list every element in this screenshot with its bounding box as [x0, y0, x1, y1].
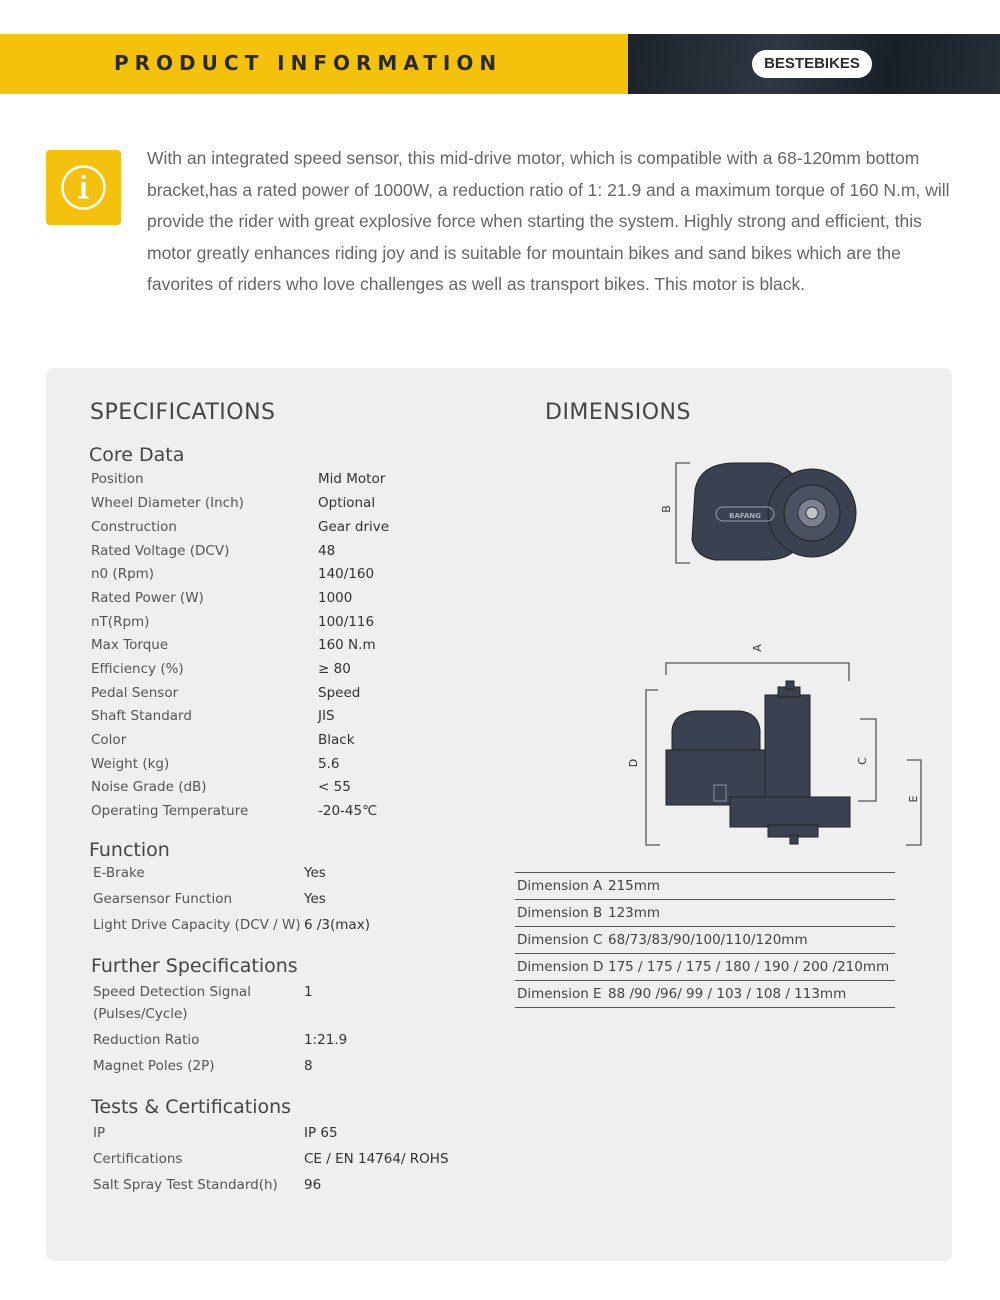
- spec-label: Construction: [91, 519, 177, 535]
- spec-value: Yes: [304, 865, 326, 881]
- motor-dimension-diagram: [600, 445, 940, 855]
- brand-logo: BESTEBIKES: [752, 50, 872, 78]
- dim-d-bracket: [646, 690, 660, 845]
- spec-value: Gear drive: [318, 519, 390, 535]
- spec-label: Rated Power (W): [91, 590, 204, 606]
- spec-label: E-Brake: [93, 865, 145, 881]
- spec-value: ≥ 80: [318, 661, 351, 677]
- dim-c-marker: C: [856, 757, 869, 765]
- dimension-value: 88 /90 /96/ 99 / 103 / 108 / 113mm: [608, 986, 847, 1002]
- further-specs-title: Further Specifications: [91, 955, 298, 977]
- spec-label: Wheel Diameter (Inch): [91, 495, 244, 511]
- spec-value: 140/160: [318, 566, 375, 582]
- spec-value: Yes: [304, 891, 326, 907]
- dimension-row: [515, 953, 895, 980]
- dimension-label: Dimension E: [517, 986, 602, 1002]
- spec-label: n0 (Rpm): [91, 566, 155, 582]
- spec-label: Reduction Ratio: [93, 1032, 200, 1048]
- spec-label: Certifications: [93, 1151, 183, 1167]
- spec-label: Shaft Standard: [91, 708, 192, 724]
- dim-a-marker: A: [751, 644, 764, 652]
- spec-value: 48: [318, 543, 336, 559]
- dimension-row: [515, 872, 895, 899]
- spec-label: IP: [93, 1125, 106, 1141]
- spec-value: 96: [304, 1177, 322, 1193]
- dimension-row: [515, 899, 895, 926]
- spec-value: 5.6: [318, 756, 340, 772]
- spec-label: Gearsensor Function: [93, 891, 233, 907]
- dim-a-bracket: [666, 663, 849, 681]
- spec-value: Optional: [318, 495, 376, 511]
- specifications-heading: SPECIFICATIONS: [90, 400, 276, 425]
- motor-logo-text: BAFANG: [729, 512, 761, 520]
- dimensions-table: [515, 872, 895, 1008]
- spec-label: Position: [91, 471, 144, 487]
- info-icon: [46, 150, 121, 225]
- spec-value: 8: [304, 1058, 313, 1074]
- spec-value: 1000: [318, 590, 353, 606]
- spec-value: < 55: [318, 779, 351, 795]
- dimension-value: 68/73/83/90/100/110/120mm: [608, 932, 808, 948]
- spec-label: Max Torque: [91, 637, 169, 653]
- function-title: Function: [89, 839, 170, 861]
- dimension-label: Dimension D: [517, 959, 604, 975]
- spec-value: Mid Motor: [318, 471, 386, 487]
- dim-e-marker: E: [907, 795, 920, 803]
- product-description: With an integrated speed sensor, this mid-drive motor, which is compatible with a 68-120mm bottom bracket,has a rated power of 1000W, a reduction ratio of 1: 21.9 and a maximum torque of 160 N.m, will provide the rider with great explosive force when starting the system. Highly strong and efficient, this motor greatly enhances riding joy and is suitable for mountain bikes and sand bikes which are the favorites of riders who love challenges as well as transport bikes. This motor is black.: [147, 148, 950, 294]
- motor-front-view: [666, 681, 850, 844]
- spec-value: Speed: [318, 685, 361, 701]
- spec-label: Pedal Sensor: [91, 685, 179, 701]
- spec-value: 160 N.m: [318, 637, 376, 653]
- dimension-label: Dimension C: [517, 932, 603, 948]
- spec-label: Rated Voltage (DCV): [91, 543, 230, 559]
- dimension-value: 123mm: [608, 905, 661, 921]
- spec-value: CE / EN 14764/ ROHS: [304, 1151, 449, 1167]
- spec-label: Speed Detection Signal: [93, 984, 251, 1000]
- motor-side-view: [676, 463, 856, 563]
- spec-label: Color: [91, 732, 127, 748]
- dimension-label: Dimension A: [517, 878, 603, 894]
- spec-value: JIS: [318, 708, 335, 724]
- dimension-row: [515, 926, 895, 953]
- dimensions-heading: DIMENSIONS: [545, 400, 691, 425]
- spec-label: Efficiency (%): [91, 661, 184, 677]
- banner-title: PRODUCT INFORMATION: [114, 51, 503, 75]
- tests-title: Tests & Certifications: [91, 1096, 292, 1118]
- spec-value: 6 /3(max): [304, 917, 370, 933]
- spec-label: Magnet Poles (2P): [93, 1058, 215, 1074]
- spec-value: 1:21.9: [304, 1032, 348, 1048]
- dimension-value: 175 / 175 / 175 / 180 / 190 / 200 /210mm: [608, 959, 890, 975]
- spec-value: IP 65: [304, 1125, 338, 1141]
- spec-label: Salt Spray Test Standard(h): [93, 1177, 278, 1193]
- header-banner: [0, 34, 1000, 94]
- spec-label: Weight (kg): [91, 756, 170, 772]
- spec-label: nT(Rpm): [91, 614, 150, 630]
- spec-label: Noise Grade (dB): [91, 779, 207, 795]
- dimension-label: Dimension B: [517, 905, 603, 921]
- dim-b-marker: B: [660, 505, 673, 513]
- spec-value: 100/116: [318, 614, 375, 630]
- spec-label: Operating Temperature: [91, 803, 249, 819]
- dimension-row: [515, 980, 895, 1008]
- core-data-title: Core Data: [89, 444, 185, 466]
- spec-label: Light Drive Capacity (DCV / W): [93, 917, 301, 933]
- spec-value: -20-45℃: [318, 803, 378, 819]
- dim-d-marker: D: [627, 758, 640, 768]
- dimension-value: 215mm: [608, 878, 661, 894]
- spec-value: 1: [304, 984, 313, 1000]
- spec-label-continued: (Pulses/Cycle): [93, 1006, 188, 1022]
- spec-value: Black: [318, 732, 355, 748]
